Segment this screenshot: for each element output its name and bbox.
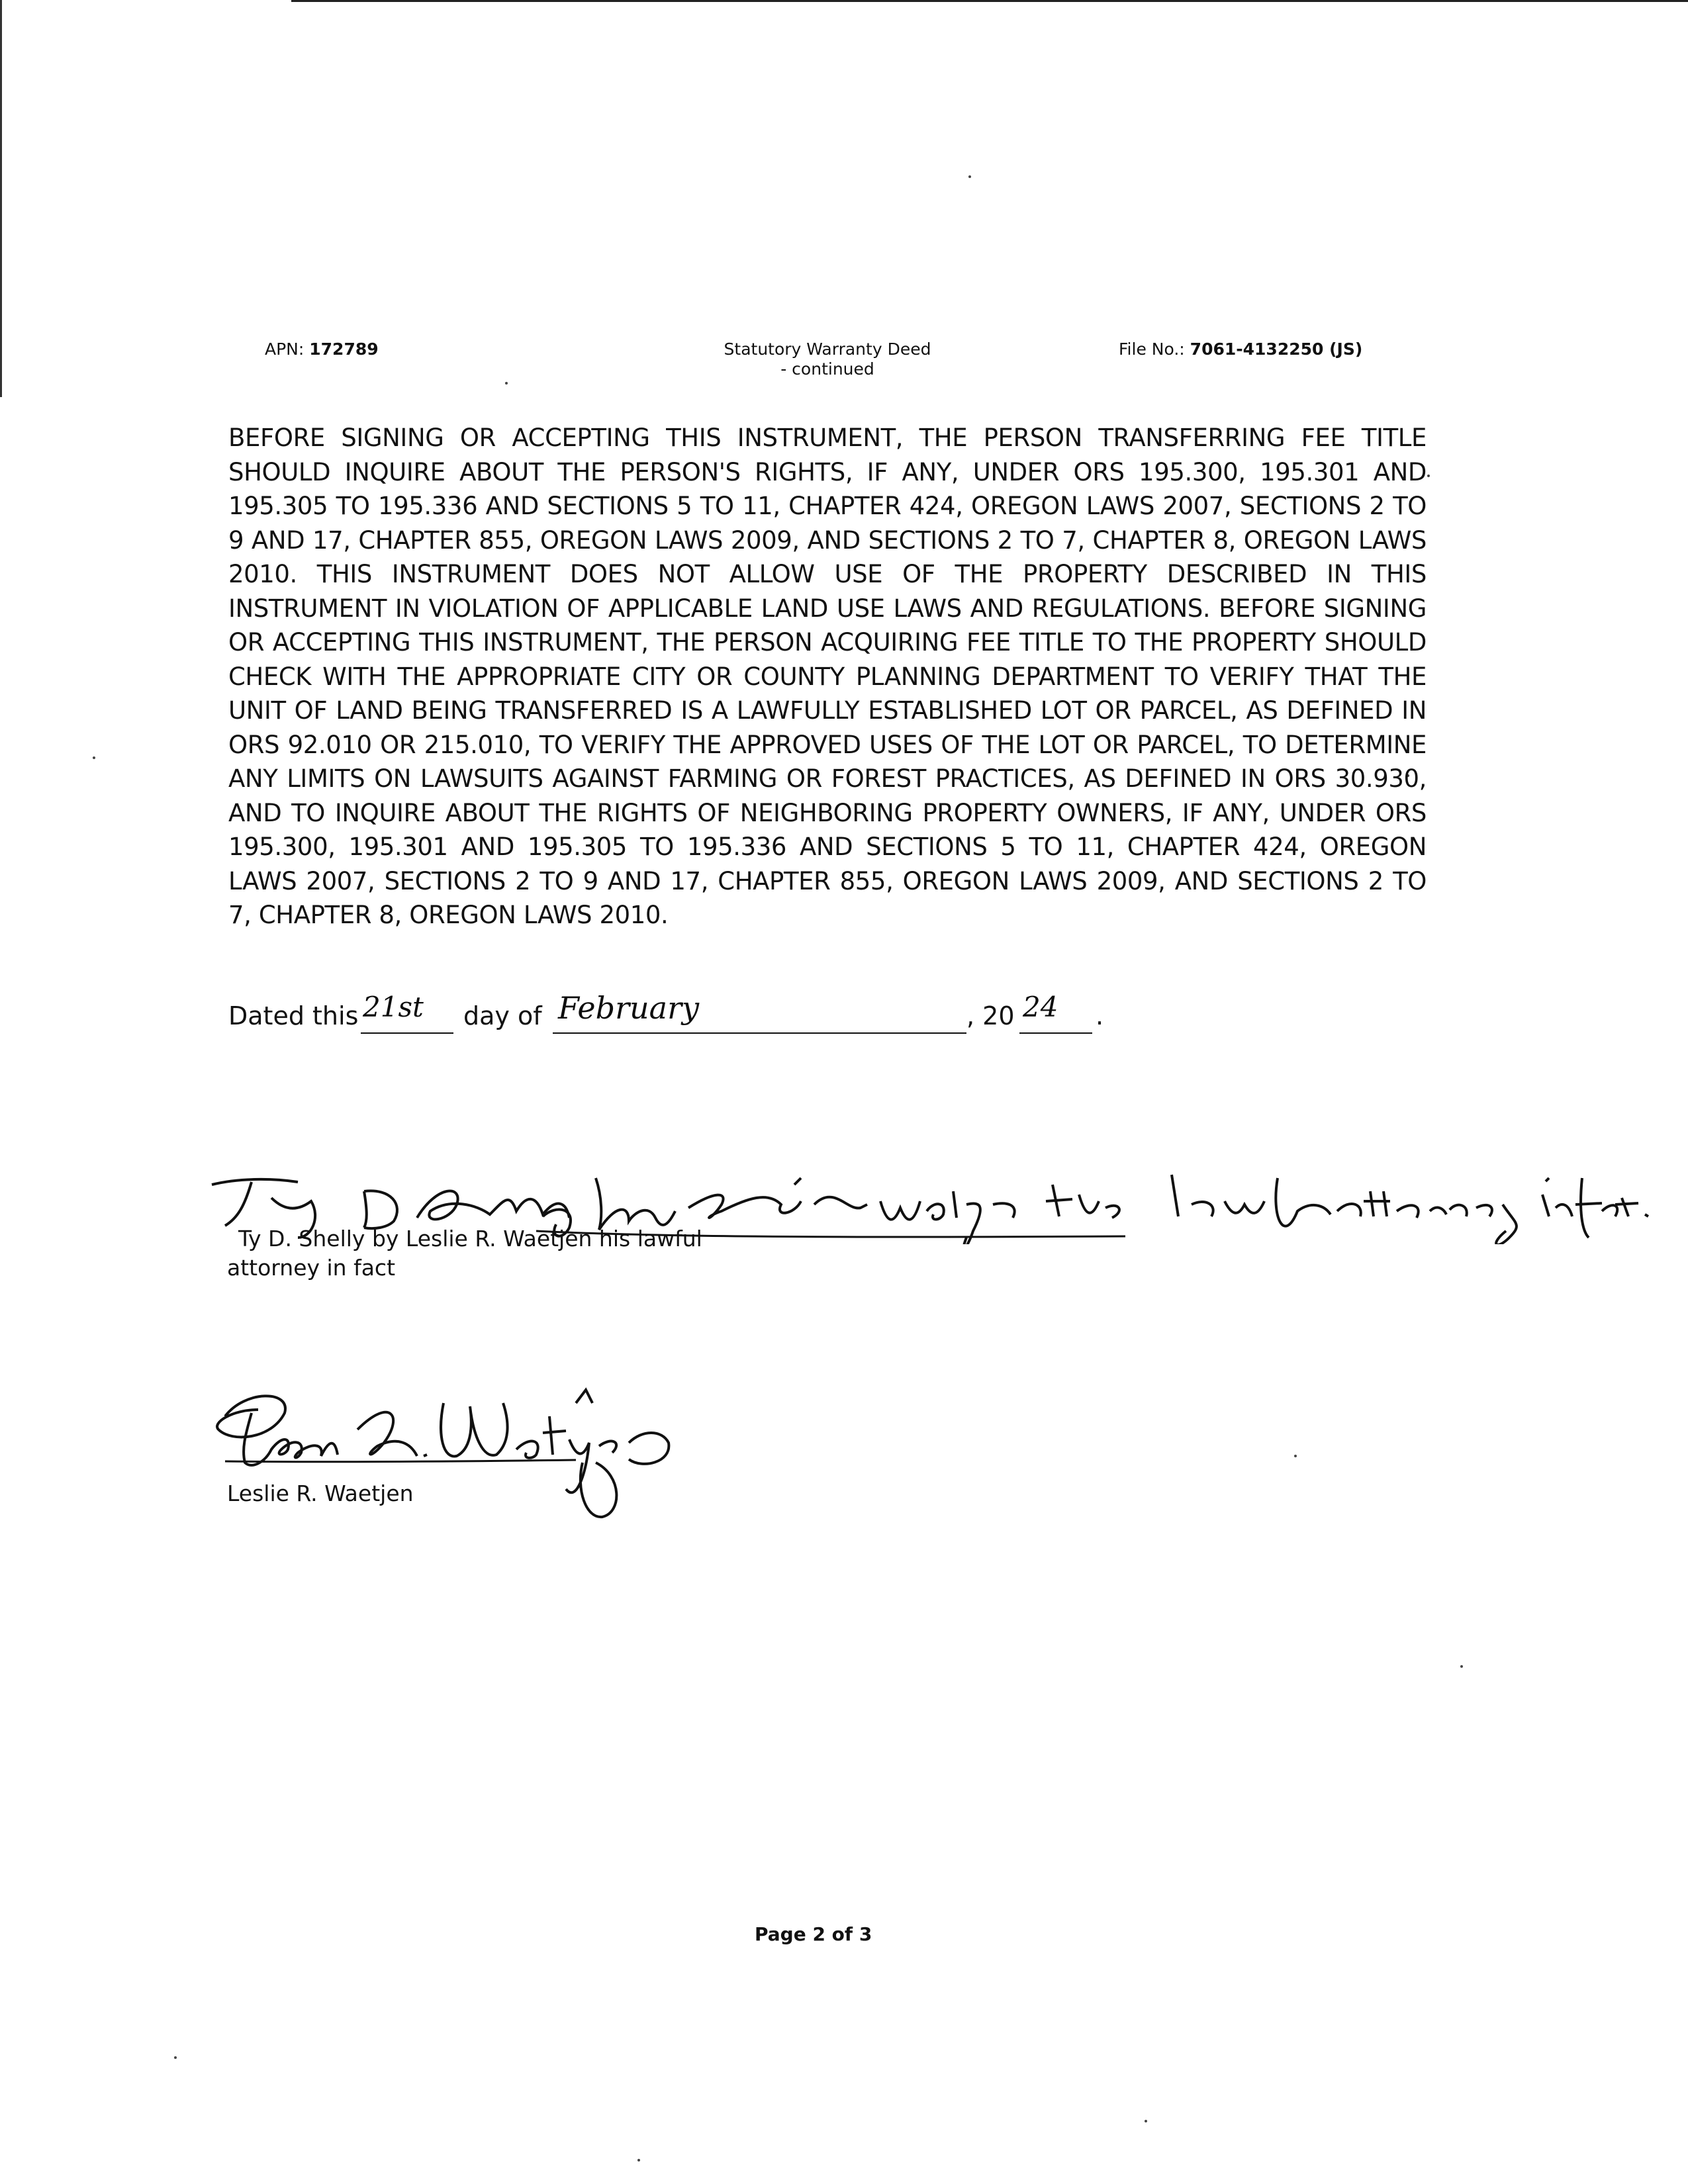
scan-speck xyxy=(1145,2120,1147,2122)
apn-value: 172789 xyxy=(309,340,379,359)
dated-period: . xyxy=(1096,1001,1104,1030)
document-title: Statutory Warranty Deed xyxy=(724,340,931,359)
scan-speck xyxy=(968,175,971,178)
left-scan-edge xyxy=(0,0,2,397)
scan-speck xyxy=(1460,1665,1463,1668)
apn-label: APN: xyxy=(265,340,305,359)
dated-middle: day of xyxy=(463,1001,542,1030)
document-title-block xyxy=(688,340,966,379)
file-number-field xyxy=(1119,340,1362,359)
scan-speck xyxy=(1294,1455,1297,1457)
month-blank-line xyxy=(553,1032,966,1034)
file-value: 7061-4132250 (JS) xyxy=(1190,340,1363,359)
scan-speck xyxy=(505,382,508,385)
scan-speck xyxy=(637,2159,640,2161)
year-blank-line xyxy=(1019,1032,1092,1034)
signature-2-caption: Leslie R. Waetjen xyxy=(227,1480,414,1506)
scan-speck xyxy=(1427,475,1430,477)
apn-field xyxy=(265,340,379,359)
dated-prefix: Dated this xyxy=(228,1001,359,1030)
signature-1-caption-line2: attorney in fact xyxy=(227,1255,396,1281)
scan-speck xyxy=(93,756,95,759)
legal-notice-paragraph: BEFORE SIGNING OR ACCEPTING THIS INSTRUMENT, THE PERSON TRANSFERRING FEE TITLE SHOULD INQUIRE ABOUT THE PERSON'S RIGHTS, IF ANY, UNDER ORS 195.300, 195.301 AND 195.305 TO 195.336 AND SECTIONS 5 TO 11, CHAPTER 424, OREGON LAWS 2007, SECTIONS 2 TO 9 AND 17, CHAPTER 855, OREGON LAWS 2009, AND SECTIONS 2 TO 7, CHAPTER 8, OREGON LAWS 2010. THIS INSTRUMENT DOES NOT ALLOW USE OF THE PROPERTY DESCRIBED IN THIS INSTRUMENT IN VIOLATION OF APPLICABLE LAND USE LAWS AND REGULATIONS. BEFORE SIGNING OR ACCEPTING THIS INSTRUMENT, THE PERSON ACQUIRING FEE TITLE TO THE PROPERTY SHOULD CHECK WITH THE APPROPRIATE CITY OR COUNTY PLANNING DEPARTMENT TO VERIFY THAT THE UNIT OF LAND BEING TRANSFERRED IS A LAWFULLY ESTABLISHED LOT OR PARCEL, AS DEFINED IN ORS 92.010 OR 215.010, TO VERIFY THE APPROVED USES OF THE LOT OR PARCEL, TO DETERMINE ANY LIMITS ON LAWSUITS AGAINST FARMING OR FOREST PRACTICES, AS DEFINED IN ORS 30.930, AND TO INQUIRE ABOUT THE RIGHTS OF NEIGHBORING PROPERTY OWNERS, IF ANY, UNDER ORS 195.300, 195.301 AND 195.305 TO 195.336 AND SECTIONS 5 TO 11, CHAPTER 424, OREGON LAWS 2007, SECTIONS 2 TO 9 AND 17, CHAPTER 855, OREGON LAWS 2009, AND SECTIONS 2 TO 7, CHAPTER 8, OREGON LAWS 2010. xyxy=(228,424,1427,929)
scan-speck xyxy=(174,2056,177,2059)
dated-day-handwritten: 21st xyxy=(363,991,424,1023)
document-subtitle: - continued xyxy=(780,359,874,379)
signature-1-caption-line1: Ty D. Shelly by Leslie R. Waetjen his lawful xyxy=(238,1226,702,1251)
file-label: File No.: xyxy=(1119,340,1185,359)
dated-year-handwritten: 24 xyxy=(1023,991,1058,1023)
page-number: Page 2 of 3 xyxy=(755,1923,872,1945)
dated-month-handwritten: February xyxy=(558,990,700,1026)
top-scan-edge xyxy=(291,0,1688,2)
dated-year-prefix: , 20 xyxy=(966,1001,1015,1030)
day-blank-line xyxy=(361,1032,453,1034)
